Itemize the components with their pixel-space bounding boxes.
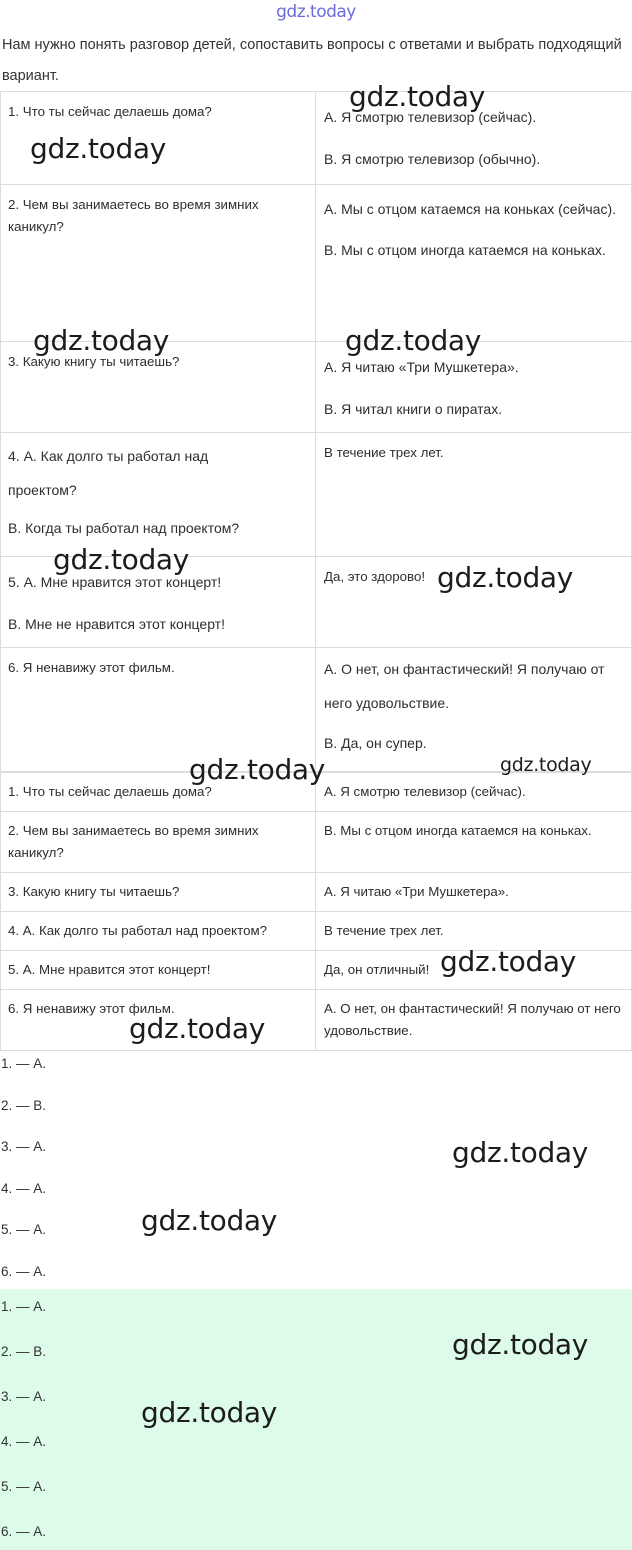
question-cell: [1, 185, 316, 342]
question-cell: 4. А. Как долго ты работал над проектом?: [1, 912, 316, 951]
question-text: 4. А. Как долго ты работал над проектом?: [8, 448, 209, 498]
table-row: [1, 557, 632, 648]
question-text: В. Когда ты работал над проектом?: [8, 520, 240, 536]
list-item: 4. — А.: [1, 1181, 47, 1196]
list-item: 5. — А.: [1, 1479, 47, 1494]
answer-highlight-block: [0, 1289, 632, 1550]
answer-cell: А. О нет, он фантастический! Я получаю от него удовольствие.: [316, 990, 632, 1051]
question-cell: 3. Какую книгу ты читаешь?: [1, 873, 316, 912]
answer-option: В. Мы с отцом иногда катаемся на коньках.: [324, 242, 606, 258]
watermark: gdz.today: [437, 561, 574, 594]
question-cell: [1, 92, 316, 185]
table-row: [1, 912, 632, 951]
options-table: [0, 91, 632, 772]
answer-option: А. Мы с отцом катаемся на коньках (сейчас).: [324, 201, 617, 217]
answer-option: А. Я смотрю телевизор (сейчас).: [324, 109, 537, 125]
table-row: [1, 342, 632, 433]
question-text: В. Мне не нравится этот концерт!: [8, 616, 225, 632]
question-cell: [1, 648, 316, 772]
question-text: 2. Чем вы занимаетесь во время зимних каникул?: [8, 197, 259, 234]
watermark: gdz.today: [349, 80, 486, 113]
question-text: 6. Я ненавижу этот фильм.: [8, 660, 175, 675]
question-text: 1. Что ты сейчас делаешь дома?: [8, 104, 212, 119]
list-item: 4. — А.: [1, 1434, 47, 1449]
question-cell: 2. Чем вы занимаетесь во время зимних каникул?: [1, 812, 316, 873]
question-cell: 6. Я ненавижу этот фильм.: [1, 990, 316, 1051]
answer-option: В. Я читал книги о пиратах.: [324, 401, 503, 417]
table-row: [1, 648, 632, 772]
table-row: [1, 812, 632, 873]
list-item: 2. — В.: [1, 1098, 47, 1113]
watermark: gdz.today: [452, 1136, 589, 1169]
question-cell: [1, 342, 316, 433]
list-item: 2. — В.: [1, 1344, 47, 1359]
answers-table: [0, 772, 632, 1051]
answer-cell: [316, 433, 632, 557]
watermark: gdz.today: [345, 324, 482, 357]
table-row: [1, 92, 632, 185]
list-item: 1. — А.: [1, 1056, 47, 1071]
question-cell: [1, 557, 316, 648]
table-row: [1, 990, 632, 1051]
question-text: 3. Какую книгу ты читаешь?: [8, 354, 180, 369]
list-item: 6. — А.: [1, 1524, 47, 1539]
watermark: gdz.today: [30, 132, 167, 165]
answer-option: А. Я читаю «Три Мушкетера».: [324, 359, 519, 375]
list-item: 3. — А.: [1, 1139, 47, 1154]
table-row: [1, 773, 632, 812]
question-cell: 1. Что ты сейчас делаешь дома?: [1, 773, 316, 812]
answer-option: В. Да, он супер.: [324, 735, 427, 751]
answer-option: А. О нет, он фантастический! Я получаю от него удовольствие.: [324, 661, 605, 711]
question-cell: [1, 433, 316, 557]
watermark: gdz.today: [129, 1012, 266, 1045]
list-item: 5. — А.: [1, 1222, 47, 1237]
answer-option: В. Я смотрю телевизор (обычно).: [324, 151, 541, 167]
site-logo[interactable]: gdz.today: [276, 2, 356, 22]
watermark: gdz.today: [53, 543, 190, 576]
list-item: 6. — А.: [1, 1264, 47, 1279]
watermark: gdz.today: [141, 1204, 278, 1237]
question-cell: 5. А. Мне нравится этот концерт!: [1, 951, 316, 990]
answer-cell: В. Мы с отцом иногда катаемся на коньках.: [316, 812, 632, 873]
table-row: [1, 951, 632, 990]
answer-option: Да, это здорово!: [324, 569, 426, 584]
answer-cell: А. Я читаю «Три Мушкетера».: [316, 873, 632, 912]
table-row: [1, 433, 632, 557]
answer-option: В течение трех лет.: [324, 445, 444, 460]
watermark: gdz.today: [141, 1396, 278, 1429]
question-text: 5. А. Мне нравится этот концерт!: [8, 574, 222, 590]
list-item: 3. — А.: [1, 1389, 47, 1404]
answer-cell: Да, он отличный!: [316, 951, 632, 990]
watermark: gdz.today: [33, 324, 170, 357]
table-row: [1, 185, 632, 342]
answer-cell: [316, 342, 632, 433]
table-row: [1, 873, 632, 912]
task-instruction: Нам нужно понять разговор детей, сопоставить вопросы с ответами и выбрать подходящий вариант.: [2, 37, 622, 84]
answer-cell: В течение трех лет.: [316, 912, 632, 951]
answer-cell: [316, 185, 632, 342]
watermark: gdz.today: [440, 945, 577, 978]
list-item: 1. — А.: [1, 1299, 47, 1314]
answer-cell: [316, 648, 632, 772]
answer-cell: [316, 92, 632, 185]
watermark: gdz.today: [189, 753, 326, 786]
watermark: gdz.today: [500, 754, 592, 776]
watermark: gdz.today: [452, 1328, 589, 1361]
answer-cell: А. Я смотрю телевизор (сейчас).: [316, 773, 632, 812]
answer-cell: [316, 557, 632, 648]
